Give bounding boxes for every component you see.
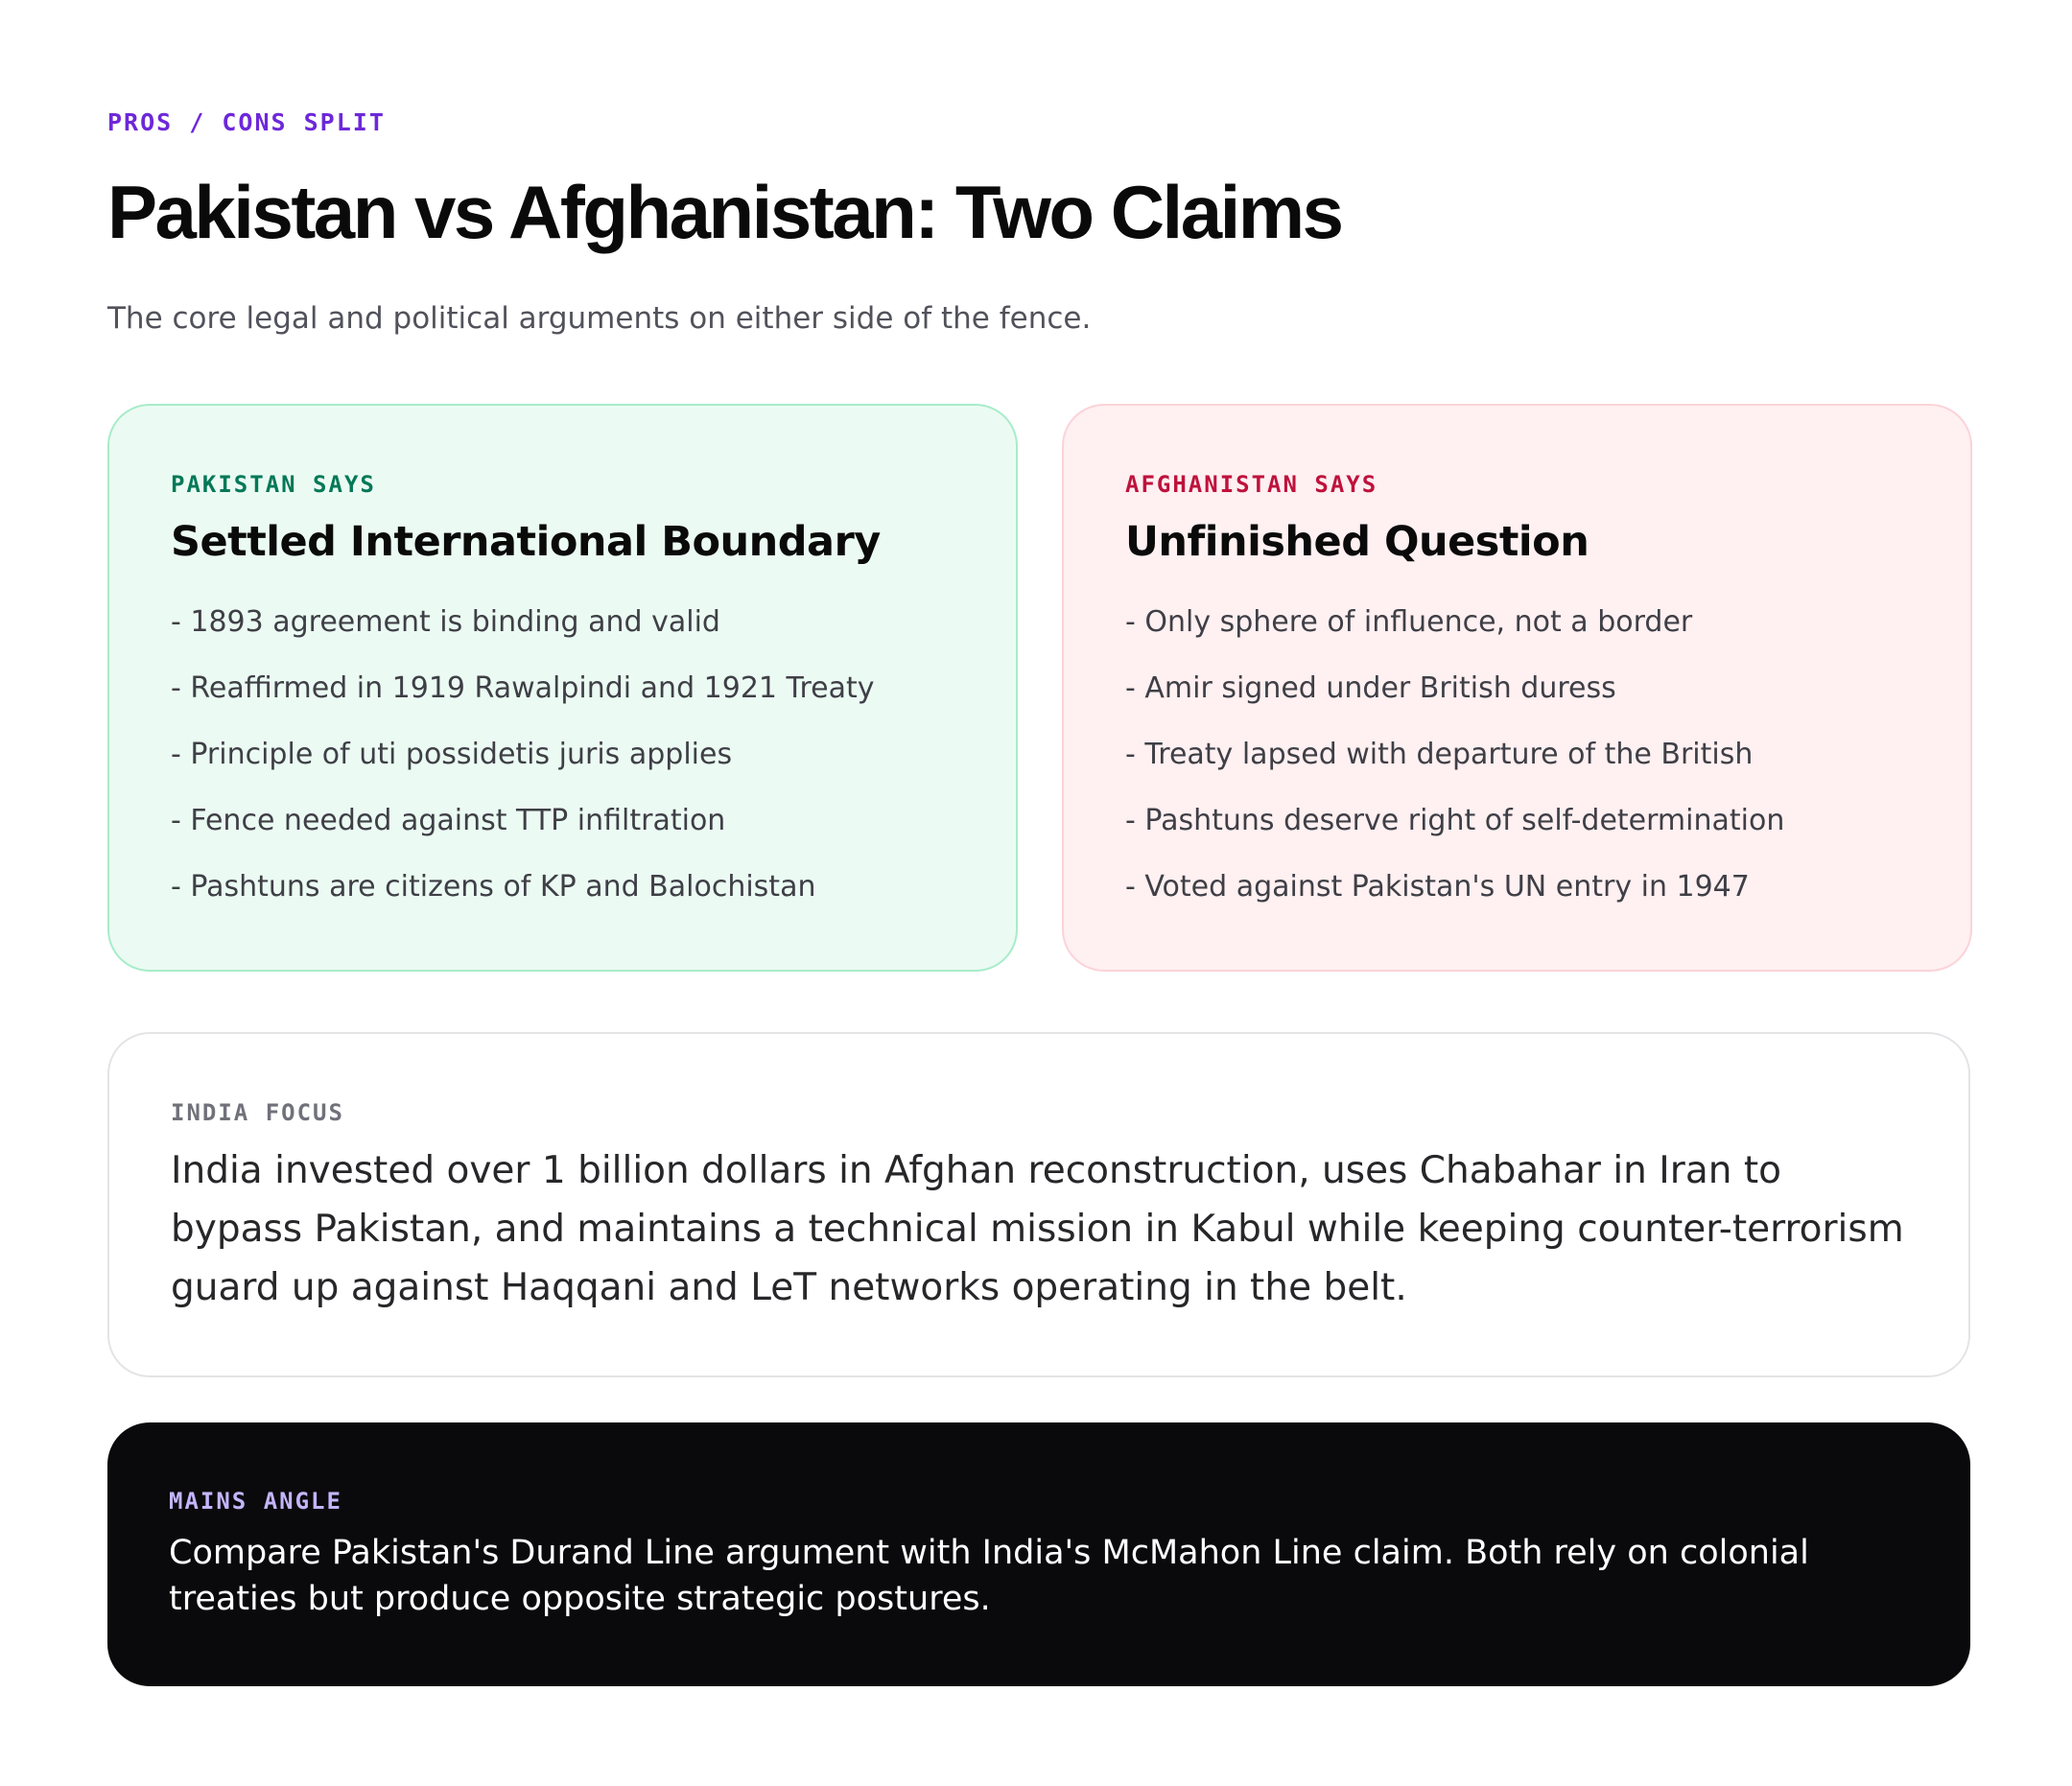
india-focus-label: INDIA FOCUS — [171, 1099, 344, 1126]
list-item: - Treaty lapsed with departure of the British — [1125, 738, 1754, 771]
list-item: - Principle of uti possidetis juris applies — [171, 738, 733, 771]
mains-angle-body: Compare Pakistan's Durand Line argument with India's McMahon Line claim. Both rely on colonial treaties but produce opposite strategic postures. — [169, 1534, 1809, 1618]
list-item: - Fence needed against TTP infiltration — [171, 804, 726, 837]
afghanistan-card-label: AFGHANISTAN SAYS — [1125, 471, 1378, 498]
list-item: - Voted against Pakistan's UN entry in 1947 — [1125, 870, 1750, 904]
list-item: - Reaffirmed in 1919 Rawalpindi and 1921 Treaty — [171, 671, 875, 705]
pakistan-points-list — [171, 603, 954, 906]
page-subtitle: The core legal and political arguments on either side of the fence. — [107, 301, 1092, 336]
pakistan-card-label: PAKISTAN SAYS — [171, 471, 376, 498]
afghanistan-card-title: Unfinished Question — [1125, 518, 1589, 566]
india-focus-card — [107, 1032, 1970, 1377]
mains-angle-label: MAINS ANGLE — [169, 1488, 342, 1515]
list-item: - Pashtuns deserve right of self-determination — [1125, 804, 1785, 837]
page-title: Pakistan vs Afghanistan: Two Claims — [107, 170, 1342, 254]
mains-angle-panel — [107, 1422, 1970, 1686]
list-item: - Only sphere of influence, not a border — [1125, 605, 1693, 639]
list-item: - Amir signed under British duress — [1125, 671, 1616, 705]
list-item: - Pashtuns are citizens of KP and Balochistan — [171, 870, 816, 904]
list-item: - 1893 agreement is binding and valid — [171, 605, 720, 639]
afghanistan-card — [1062, 404, 1972, 972]
pros-cons-split — [107, 404, 1970, 975]
india-focus-body: India invested over 1 billion dollars in Afghan reconstruction, uses Chabahar in Iran to bypass Pakistan, and maintains a technical mission in Kabul while keeping counter-terrorism guard up against Haqqani and LeT networks operating in the belt. — [171, 1149, 1904, 1309]
afghanistan-points-list — [1125, 603, 1909, 906]
pakistan-card-title: Settled International Boundary — [171, 518, 881, 566]
section-eyebrow: PROS / CONS SPLIT — [107, 108, 386, 136]
pakistan-card — [107, 404, 1018, 972]
page — [107, 104, 1970, 1618]
